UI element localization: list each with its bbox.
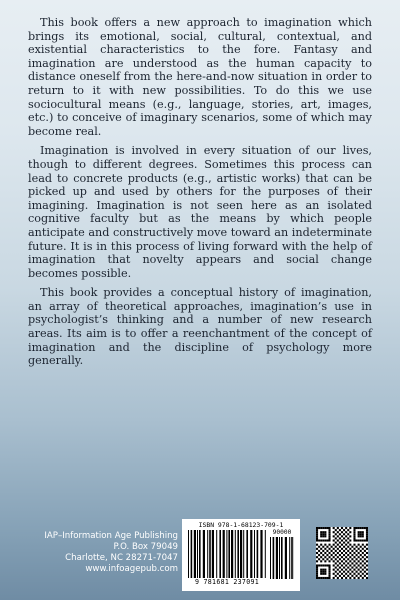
barcode-icon <box>188 530 266 578</box>
publisher-address-line1: P.O. Box 79049 <box>113 542 178 552</box>
barcode-ean-number: 9 781681 237091 <box>194 578 260 586</box>
back-cover-blurb <box>28 16 372 374</box>
isbn-label: ISBN 978-1-68123-709-1 <box>198 521 284 529</box>
blurb-paragraph-1: This book offers a new approach to imagination which brings its emotional, social, cultural, contextual, and existential characteristics to the fore. Fantasy and imagination are understood as the human capacity to distance oneself from the here-and-now situation in order to return to it with new possibilities. To do this we use sociocultural means (e.g., language, stories, art, images, etc.) to conceive of imaginary scenarios, some of which may become real. <box>28 16 372 138</box>
barcode-addon-icon <box>270 537 294 579</box>
qr-code-icon <box>316 527 368 579</box>
publisher-name: IAP–Information Age Publishing <box>44 531 178 541</box>
blurb-paragraph-2: Imagination is involved in every situation of our lives, though to different degrees. Sometimes this process can lead to concrete products (e.g., artistic works) that can be picked up and used by others for the purposes of their imagining. Imagination is not seen here as an isolated cognitive faculty but as the means by which people anticipate and constructively move toward an indeterminate future. It is in this process of living forward with the help of imagination that novelty appears and social change becomes possible. <box>28 144 372 280</box>
publisher-address-line2: Charlotte, NC 28271-7047 <box>65 553 178 563</box>
publisher-info <box>34 531 178 575</box>
publisher-website: www.infoagepub.com <box>85 564 178 574</box>
blurb-paragraph-3: This book provides a conceptual history of imagination, an array of theoretical approaches, imagination’s use in psychologist’s thinking and a number of new research areas. Its aim is to offer a reenchantment of the concept of imagination and the discipline of psychology more generally. <box>28 286 372 368</box>
isbn-barcode <box>182 519 300 591</box>
barcode-addon-number: 90000 <box>272 529 292 536</box>
